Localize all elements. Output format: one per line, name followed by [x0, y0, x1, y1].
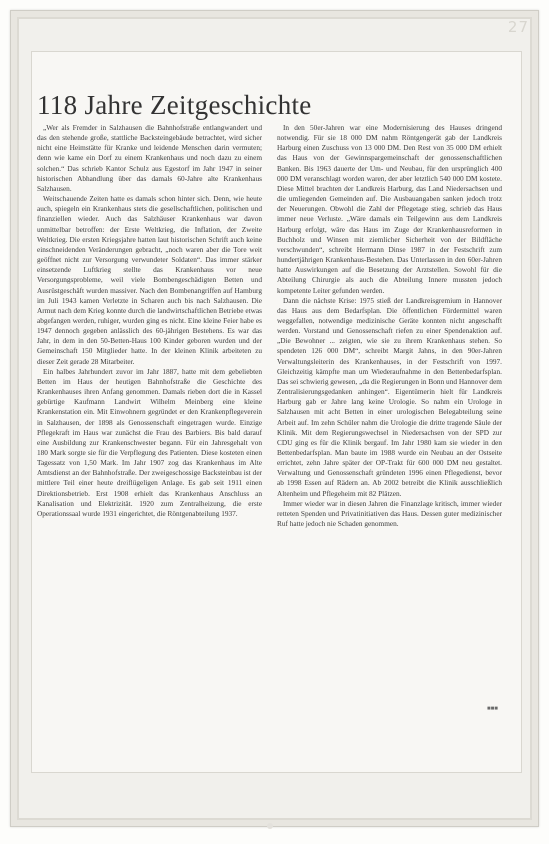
- paragraph: Dann die nächste Krise: 1975 stieß der Landkreisgremium in Hannover das Haus aus dem Bedarfsplan. Die öffentlichen Fördermittel waren weggefallen, notwendige medizinische Geräte konnten nicht angeschafft werden. Vorstand und Genossenschaft riefen zu einer Spendenaktion auf. „Die Bewohner ... zeigten, wie sie zu ihrem Krankenhaus stehen. So spendeten 126 000 DM“, schreibt Margit Jahns, in den 90er-Jahren Verwaltungsleiterin des Krankenhauses, in der Festschrift von 1997. Gleichzeitig kämpfte man um Wiederaufnahme in den Bettenbedarfsplan. Das sei schwierig gewesen, „da die Regierungen in Bonn und Hannover dem Zentralisierungsgedanken anhingen“. Eigentümerin hielt für Landkreis Harburg gab er Jahre lang keine Urologie. So nahm ein Urologe in Salzhausen mit acht Betten in einer urologischen Belegabteilung seine Arbeit auf. Im zehn Schüler nahm die Urologie die dritte tragende Säule der Klinik. Mit dem Regierungswechsel in Niedersachsen von der SPD zur CDU ging es für die Klinik bergauf. Im Jahr 1980 kam sie wieder in den Bettenbedarfsplan. Man baute im 1988 wurde ein Neubau an der Ostseite errichtet, zehn Jahre später der OP-Trakt für 600 000 DM neu gestaltet. Verwaltung und Genossenschaft gründeten 1996 einen Pflegedienst, bevor ab 1998 Essen auf Rädern an. Ab 2002 betreibt die Klinik ausschließlich Altenheim und Pflegeheim mit 82 Plätzen.: [277, 295, 502, 498]
- paragraph: „Wer als Fremder in Salzhausen die Bahnhofstraße entlangwandert und das den stehende große, stattliche Backsteingebäude betrachtet, wird sicher nicht eine Heimstätte für Kranke und leidende Menschen darin vermuten; denn wie kame ein Dorf zu einem Krankenhaus und noch dazu zu einem solchen.“ Das schrieb Kantor Schulz aus Egestorf im Jahr 1947 in seiner historischen Abhandlung über das damals 60-Jahre alte Krankenhaus Salzhausen.: [37, 123, 262, 193]
- paragraph: Immer wieder war in diesen Jahren die Finanzlage kritisch, immer wieder retteten Spenden und Privatinitiativen das Haus. Dessen guter medizinischer Ruf hatte jedoch nie Schaden genommen.: [277, 498, 502, 529]
- page-number: 27: [507, 18, 529, 36]
- article-title: 118 Jahre Zeitgeschichte: [37, 90, 312, 120]
- paragraph: Weitschauende Zeiten hatte es damals schon hinter sich. Denn, wie heute auch, spiegeln ein Krankenhaus stets die gesellschaftlichen, politischen und finanziellen wieder. Auch das Salzhäuser Krankenhaus war davon unmittelbar betroffen: der Erste Weltkrieg, die Inflation, der Zweite Weltkrieg. Die ersten Kriegsjahre hatten laut historischen Schrift auch keine einschneidenden Veränderungen gebracht, „noch waren aber die Tore weit geöffnet nicht zur Versorgung verwundeter Soldaten“. Das immer stärker einsetzende Luftkrieg stellte das Krankenhaus vor neue Versorgungsprobleme, weil viele Bombengeschädigten Betten und Ausrüstgeschäft wurden massiver. Nach den Bombenangriffen auf Hamburg im Juli 1943 kamen Verletzte in Scharen auch bis nach Salzhausen. Die Armut nach dem Krieg konnte durch die landwirtschaftlichen Betriebe etwas abgefangen werden, ruhiger, wurden ging es nicht. Eine kleine Feier habe es 1947 dennoch gegeben anlässlich des 60-jährigen Bestehens. Es war das Jahr, in dem in den 50-Betten-Haus 100 Kinder geboren wurden und der Gemeinschaft 150 Mitglieder hatte. In der kleinen Klinik arbeiteten zu dieser Zeit gerade 28 Mitarbeiter.: [37, 194, 262, 366]
- text-column-right: [277, 123, 502, 723]
- text-column-left: [37, 123, 262, 723]
- paragraph: Ein halbes Jahrhundert zuvor im Jahr 1887, hatte mit dem gebeliebten Betten im Haus der heutigen Bahnhofstraße die Geschichte des Krankenhauses ihren Anfang genommen. Damals rieben dort die in Kassel gebürtige Kaufmann Landwirt Wilhelm Meinberg eine kleine Krankenstation ein. Mit Einwohnern gegründet er den Krankenpflegeverein in Salzhausen, der 1898 als Genossenschaft eingetragen wurde. Einzige Pflegekraft im Haus war zunächst die Frau des Barbiers. Bis bald darauf eine Ausbildung zur Krankenschwester begann. Für ein Jahresgehalt von 180 Mark sorgte sie für die Verpflegung des Patienten. Diese kosteten einen Tagessatz von 1,50 Mark. Im Jahr 1907 zog das Krankenhaus im Alte Amtsdienst an der Bahnhofstraße. Der zweigeschossige Backsteinbau ist der mittlere Teil einer heute dreiflügeligen Anlage. Es gab seit 1911 einen Direktionsbetrieb. Erst 1908 erhielt das Krankenhaus Anschluss an Kanalisation und Elektrizität. 1920 zum Zentralheizung, die erste Operationssaal wurde 1931 eingerichtet, die Röntgenabteilung 1937.: [37, 366, 262, 518]
- paragraph: In den 50er-Jahren war eine Modernisierung des Hauses dringend notwendig. Für sie 18 000 DM nahm Röntgengerät gab der Landkreis Harburg einen Zuschuss von 13 000 DM. Den Rest von 35 000 DM erhielt das Haus von der Gewinnspargemeinschaft der genossenschaftlichen Banken. Bis 1963 dauerte der Um- und Neubau, für den ursprünglich 400 000 DM veranschlagt worden waren, der aber letztlich 540 000 DM kostete. Diese Mittel brachten der Landkreis Harburg, das Land Niedersachsen und die umliegenden Gemeinden auf. Die Ausbauangaben sanken jedoch trotz der Neuerungen. Obwohl die Zahl der Pflegetage stieg, schrieb das Haus immer neue Verluste. „Wäre damals ein Teilgewinn aus dem Landkreis Harburg erfolgt, wäre das Haus im Zuge der Krankenhausreformen in Buchholz und Winsen mit ziemlicher Sicherheit von der Bildfläche verschwunden“, schreibt Hermann Dinse 1987 in der Festschrift zum hundertjährigen Krankenhaus-Bestehen. Das Unterlassen in den 60er-Jahren hatte Auswirkungen auf die Besetzung der Arztstellen. Sowohl für die Abteilung Chirurgie als auch die Abteilung Innere mussten jedoch kompetente Leiter gefunden werden.: [277, 123, 502, 295]
- end-mark: ■■■: [487, 706, 498, 712]
- decorative-dot: [267, 823, 273, 829]
